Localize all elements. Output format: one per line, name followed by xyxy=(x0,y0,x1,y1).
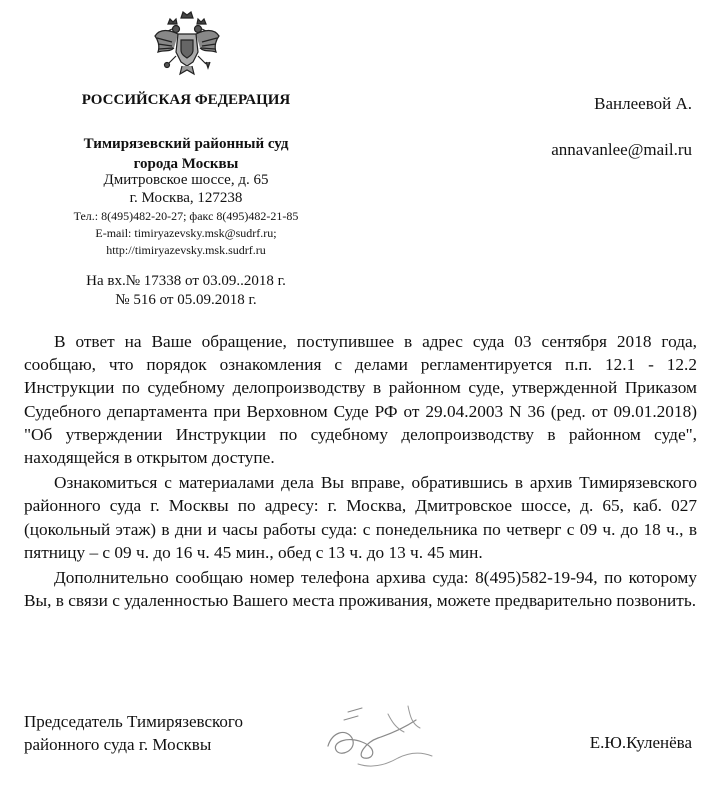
handwritten-signature xyxy=(318,698,448,788)
phone-fax: Тел.: 8(495)482-20-27; факс 8(495)482-21-85 xyxy=(73,209,299,223)
website-url: http://timiryazevsky.msk.sudrf.ru xyxy=(106,243,266,257)
issuer-court-name xyxy=(56,134,316,174)
recipient-email: annavanlee@mail.ru xyxy=(551,140,692,159)
recipient-name: Ванлеевой А. xyxy=(594,94,692,113)
court-name-line2: города Москвы xyxy=(133,156,239,172)
issuer-country: РОССИЙСКАЯ ФЕДЕРАЦИЯ xyxy=(81,92,291,108)
issuer-address xyxy=(56,171,316,207)
body-paragraph-2: Ознакомиться с материалами дела Вы вправе, обратившись в архив Тимирязевского районного суда г. Москвы по адресу: г. Москва, Дмитровское шоссе, д. 65, каб. 027 (цокольный этаж) в дни и часы работы суда: с понедельника по четверг с 09 ч. до 18 ч., в пятницу – с 09 ч. до 16 ч. 45 мин., обед с 13 ч. до 13 ч. 45 мин. xyxy=(24,473,697,562)
court-name-line1: Тимирязевский районный суд xyxy=(83,136,289,152)
signatory-title-line1: Председатель Тимирязевского xyxy=(24,712,243,731)
body-paragraph-3: Дополнительно сообщаю номер телефона архива суда: 8(495)582-19-94, по которому Вы, в связи с удаленностью Вашего места проживания, можете предварительно позвонить. xyxy=(24,568,697,611)
body-paragraph-1: В ответ на Ваше обращение, поступившее в адрес суда 03 сентября 2018 года, сообщаю, что порядок ознакомления с делами регламентируется п.п. 12.1 - 12.2 Инструкции по судебному делопроизводству в районном суде, утвержденной Приказом Судебного департамента при Верховном Суде РФ от 29.04.2003 N 36 (ред. от 09.01.2018) "Об утверждении Инструкции по судебному делопроизводству в районном суде", находящейся в открытом доступе. xyxy=(24,332,697,468)
coat-of-arms-emblem xyxy=(152,8,222,82)
signatory-title xyxy=(24,710,243,756)
incoming-ref: На вх.№ 17338 от 03.09..2018 г. xyxy=(86,273,286,289)
signatory-name: Е.Ю.Куленёва xyxy=(589,733,692,752)
address-line2: г. Москва, 127238 xyxy=(129,190,243,206)
letter-body xyxy=(24,330,697,614)
address-line1: Дмитровское шоссе, д. 65 xyxy=(103,172,269,188)
reference-numbers xyxy=(56,272,316,310)
issuer-contacts xyxy=(56,208,316,259)
signatory-title-line2: районного суда г. Москвы xyxy=(24,735,212,754)
outgoing-ref: № 516 от 05.09.2018 г. xyxy=(115,292,257,308)
email-address: E-mail: timiryazevsky.msk@sudrf.ru; xyxy=(95,226,277,240)
